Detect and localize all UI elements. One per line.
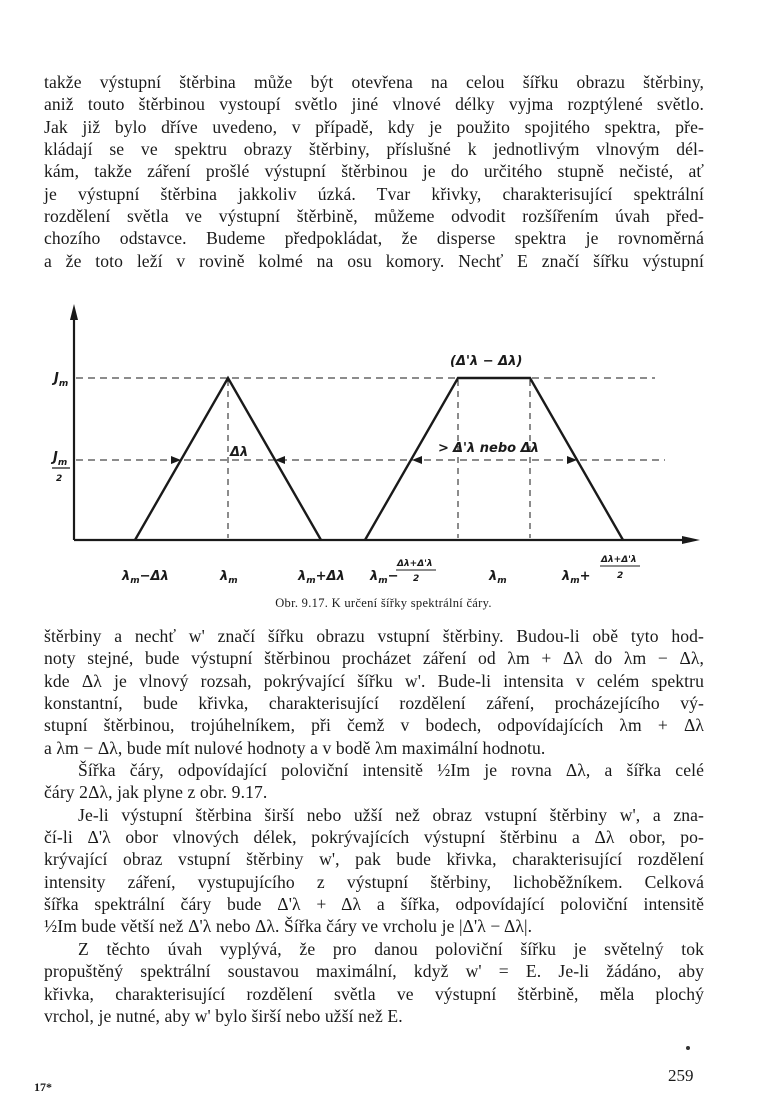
text-line: aniž touto štěrbinou vystoupí světlo jiné vlnové délky vyjma rozptýlené světlo. [44,94,704,115]
text-line: a že toto leží v rovině kolmé na osu komory. Nechť E značí šířku výstupní [44,250,704,271]
x-label-lm-minus-dl: $\lambda_m-\Delta\lambda$ [122,569,169,586]
ink-dot [686,1046,690,1050]
x-label-right-frac-num: Δλ+Δ'λ [601,555,637,565]
y-axis-arrow [70,304,78,320]
y-label-half: $J_m$ [53,450,68,468]
x-label-left-frac-num: Δλ+Δ'λ [397,559,433,569]
signature-mark: 17* [34,1080,52,1094]
text-line: konstantní, bude křivka, charakterisující rozdělení záření, procházejícího vý- [44,693,704,714]
text-line: kde Δλ je vlnový rozsah, pokrývající šířku w'. Bude-li intensita v celém spektru [44,670,704,691]
text-line: Šířka čáry, odpovídající poloviční intensitě ½Im je rovna Δλ, a šířka celé [78,760,704,781]
text-line: takže výstupní štěrbina může být otevřena na celou šířku obrazu štěrbiny, [44,72,704,92]
x-label-right-frac-den: 2 [617,571,624,581]
x-axis-arrow [682,536,700,544]
text-line: Je-li výstupní štěrbina širší nebo užší než obraz vstupní štěrbiny w', a zna- [78,804,704,825]
y-label-max: $J_m$ [54,371,69,389]
text-line: ½Im bude větší než Δ'λ nebo Δλ. Šířka čáry ve vrcholu je |Δ'λ − Δλ|. [44,916,533,937]
trapezoid-profile [365,378,623,540]
x-label-lm-right: $\lambda_m$ [489,569,507,586]
text-line: intensity záření, vystupujícího z výstupní štěrbiny, lichoběžníkem. Celková [44,871,704,892]
text-line: kám, takže záření prošlé výstupní štěrbinou je do určitého stupně nečisté, ať [44,161,704,182]
text-line: rozdělení světla ve výstupní štěrbině, můžeme odvodit rozšířením úvah před- [44,206,704,227]
text-line: stupní štěrbinou, trojúhelníkem, při čemž v bodech, odpovídajících λm + Δλ [44,715,704,736]
text-line: a λm − Δλ, bude mít nulové hodnoty a v bodě λm maximální hodnotu. [44,737,546,758]
text-line: noty stejné, bude výstupní štěrbinou procházet záření od λm + Δλ do λm − Δλ, [44,648,704,669]
x-label-lm-plus-dl: $\lambda_m+\Delta\lambda$ [298,569,345,586]
trapezoid-mid-prefix: > [438,441,449,456]
text-line: vrchol, je nutné, aby w' bylo širší nebo užší než E. [44,1005,403,1026]
text-line: chozího odstavce. Budeme předpokládat, že disperse spektra je rovnoměrná [44,228,704,249]
y-label-half-denominator: 2 [56,474,63,484]
figure-slit-profiles [40,300,700,590]
text-line: křivka, charakterisující rozdělení světla ve výstupní štěrbině, měla plochý [44,983,704,1004]
paragraph-2 [44,625,704,1027]
text-line: štěrbiny a nechť w' značí šířku obrazu vstupní štěrbiny. Budou-li obě tyto hod- [44,626,704,646]
trapezoid-mid-label: Δ'λ nebo Δλ [453,441,539,456]
text-line: šířka spektrální čáry bude Δ'λ + Δλ a šířka, odpovídající poloviční intensitě [44,894,704,915]
text-line: krývající obraz vstupní štěrbiny w', pak bude křivka, charakterisující rozdělení [44,849,704,870]
page-number: 259 [668,1066,694,1085]
text-line: Z těchto úvah vyplývá, že pro danou poloviční šířku je světelný tok [78,938,704,959]
text-line: čáry 2Δλ, jak plyne z obr. 9.17. [44,782,268,803]
text-line: Jak již bylo dříve uvedeno, v případě, kdy je použito spojitého spektra, pře- [44,116,704,137]
triangle-width-label: Δλ [230,445,249,460]
x-label-lm-minus-half: $\lambda_m-$ [370,569,399,586]
trapezoid-top-label: (Δ'λ − Δλ) [450,354,523,369]
figure-caption: Obr. 9.17. K určení šířky spektrální čáry. [275,596,492,610]
text-line: propuštěný spektrální soustavou maximální, když w' = E. Je-li žádáno, aby [44,961,704,982]
x-label-left-frac-den: 2 [413,574,420,584]
x-label-lm-plus-half: $\lambda_m+$ [562,569,591,586]
text-line: je výstupní štěrbina jakkoliv úzká. Tvar křivky, charakterisující spektrální [44,183,704,204]
text-line: čí-li Δ'λ obor vlnových délek, pokrývajících výstupní štěrbinu a Δλ obor, po- [44,827,704,848]
text-line: kládají se ve spektru obrazy štěrbiny, příslušné k jednotlivým vlnovým dél- [44,139,704,160]
paragraph-1 [44,71,704,272]
x-label-lm-left: $\lambda_m$ [220,569,238,586]
